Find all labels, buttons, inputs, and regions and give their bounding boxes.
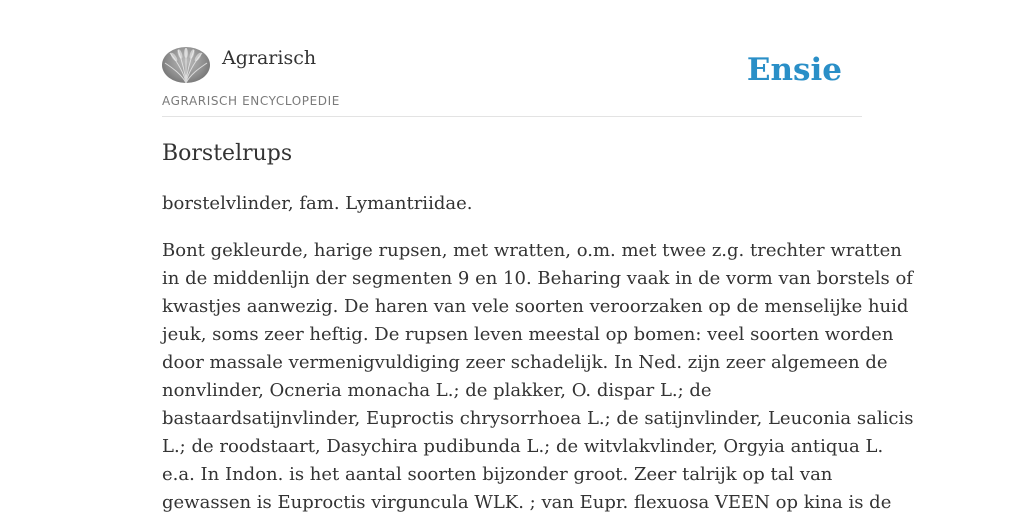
site-name[interactable]: Agrarisch	[222, 47, 317, 69]
body-line: bastaardsatijnvlinder, Euproctis chrysorrhoea L.; de satijnvlinder, Leuconia salicis	[162, 408, 914, 429]
body-line: nonvlinder, Ocneria monacha L.; de plakker, O. dispar L.; de	[162, 380, 712, 401]
body-line: jeuk, soms zeer heftig. De rupsen leven meestal op bomen: veel soorten worden	[162, 324, 894, 345]
site-header	[162, 46, 862, 117]
body-line: kwastjes aanwezig. De haren van vele soorten veroorzaken op de menselijke huid	[162, 296, 909, 317]
article-body	[162, 237, 914, 512]
body-line: L.; de roodstaart, Dasychira pudibunda L.; de witvlakvlinder, Orgyia antiqua L.	[162, 436, 884, 457]
avatar[interactable]	[162, 47, 210, 83]
body-line: gewassen is Euproctis virguncula WLK. ; van Eupr. flexuosa VEEN op kina is de	[162, 492, 892, 512]
brand-logo[interactable]: Ensie	[746, 52, 842, 88]
body-line: in de middenlijn der segmenten 9 en 10. Beharing vaak in de vorm van borstels of	[162, 268, 913, 289]
body-line: e.a. In Indon. is het aantal soorten bijzonder groot. Zeer talrijk op tal van	[162, 464, 833, 485]
body-line: door massale vermenigvuldiging zeer schadelijk. In Ned. zijn zeer algemeen de	[162, 352, 888, 373]
site-subtitle: AGRARISCH ENCYCLOPEDIE	[162, 94, 340, 108]
body-line: Bont gekleurde, harige rupsen, met wratten, o.m. met twee z.g. trechter wratten	[162, 240, 902, 261]
wheat-icon	[162, 47, 210, 83]
article	[162, 138, 914, 512]
article-title: Borstelrups	[162, 141, 293, 166]
article-lead: borstelvlinder, fam. Lymantriidae.	[162, 193, 473, 214]
